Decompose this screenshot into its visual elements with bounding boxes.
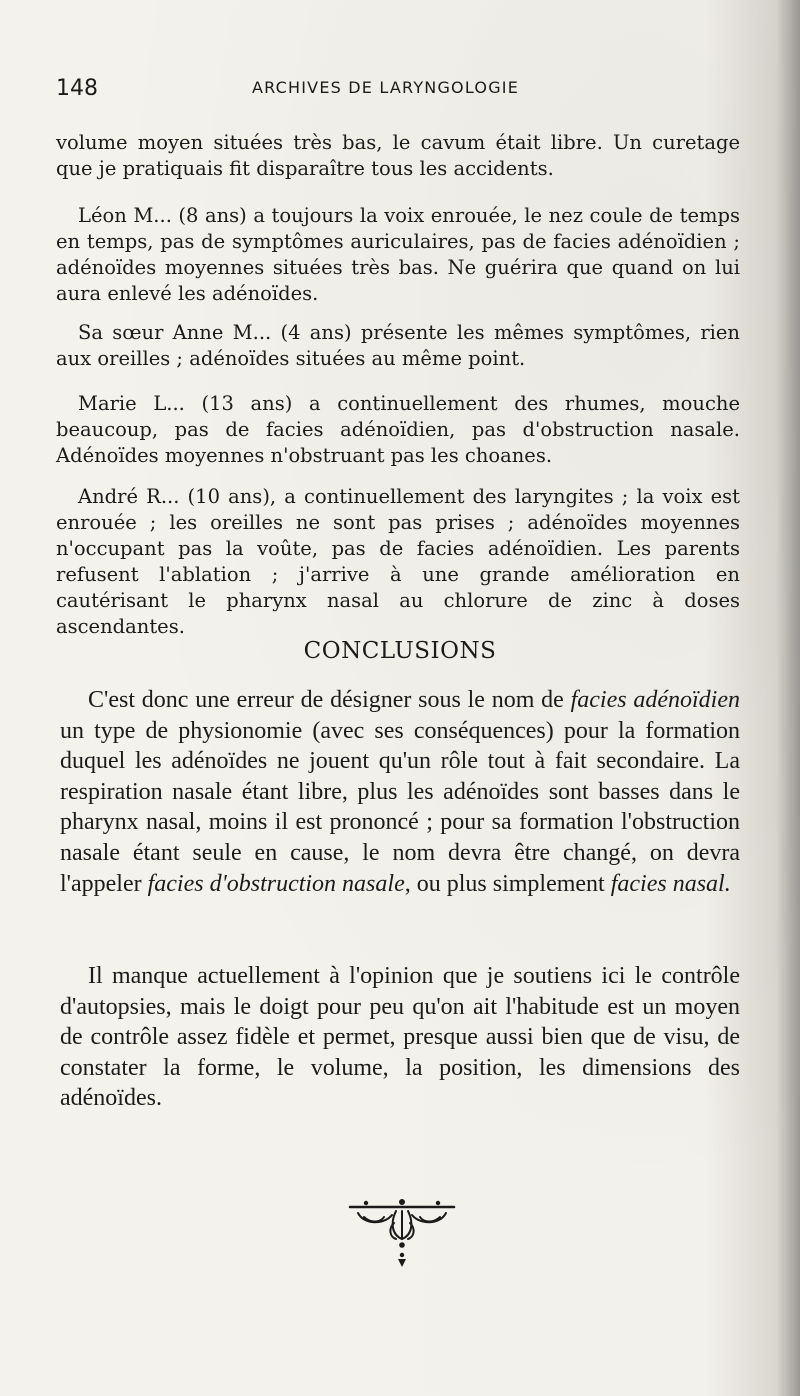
page-number: 148 <box>56 76 98 101</box>
case-paragraph-marie <box>56 391 740 469</box>
page-header <box>56 76 746 102</box>
conclusion-paragraph-1 <box>60 685 740 899</box>
case-paragraph-andre <box>56 484 740 640</box>
case-paragraph-leon <box>56 203 740 307</box>
italic-term: facies adénoïdien <box>570 687 741 713</box>
section-title: CONCLUSIONS <box>303 638 497 664</box>
running-head: ARCHIVES DE LARYNGOLOGIE <box>252 78 520 97</box>
paragraph-text: Il manque actuellement à l'opinion que je soutiens ici le contrôle d'autopsies, mais le doigt pour peu qu'on ait l'habitude est un moyen de contrôle assez fidèle et permet, presque aussi bien que de visu, de constater la forme, le volume, la position, les dimensions des adénoïdes. <box>60 963 740 1112</box>
paragraph-text: Sa sœur Anne M... (4 ans) présente les mêmes symptômes, rien aux oreilles ; adénoïdes situées au même point. <box>56 321 740 370</box>
text-run: un type de physionomie (avec ses conséquences) pour la formation duquel les adénoïdes ne jouent qu'un rôle tout à fait secondaire. La respiration nasale étant libre, plus les adénoïdes sont basses dans le pharynx nasal, moins il est prononcé ; pour sa formation l'obstruction nasale étant seule en cause, le nom devra être changé, on devra l'appeler <box>60 717 740 897</box>
italic-term: facies d'obstruction nasale <box>147 870 405 897</box>
italic-term: facies nasal. <box>610 870 731 897</box>
paragraph-text: volume moyen situées très bas, le cavum était libre. Un curetage que je pratiquais fit disparaître tous les accidents. <box>56 131 740 180</box>
text-run: C'est donc une erreur de désigner sous le nom de <box>88 687 571 713</box>
paragraph-text: Léon M... (8 ans) a toujours la voix enrouée, le nez coule de temps en temps, pas de symptômes auriculaires, pas de facies adénoïdien ; adénoïdes moyennes situées très bas. Ne guérira que quand on lui aura enlevé les adénoïdes. <box>56 204 740 305</box>
case-paragraph-continuation <box>56 130 740 182</box>
fleuron-ornament-icon <box>344 1193 460 1273</box>
conclusion-paragraph-2 <box>60 961 740 1114</box>
paragraph-text <box>60 685 740 899</box>
text-run: , ou plus simplement <box>404 870 611 897</box>
case-paragraph-anne <box>56 320 740 372</box>
paragraph-text: Marie L... (13 ans) a continuellement des rhumes, mouche beaucoup, pas de facies adénoïdien, pas d'obstruction nasale. Adénoïdes moyennes n'obstruant pas les choanes. <box>56 392 740 467</box>
paragraph-text: André R... (10 ans), a continuellement des laryngites ; la voix est enrouée ; les oreilles ne sont pas prises ; adénoïdes moyennes n'occupant pas la voûte, pas de facies adénoïdien. Les parents refusent l'ablation ; j'arrive à une grande amélioration en cautérisant le pharynx nasal au chlorure de zinc à doses ascendantes. <box>56 485 740 638</box>
